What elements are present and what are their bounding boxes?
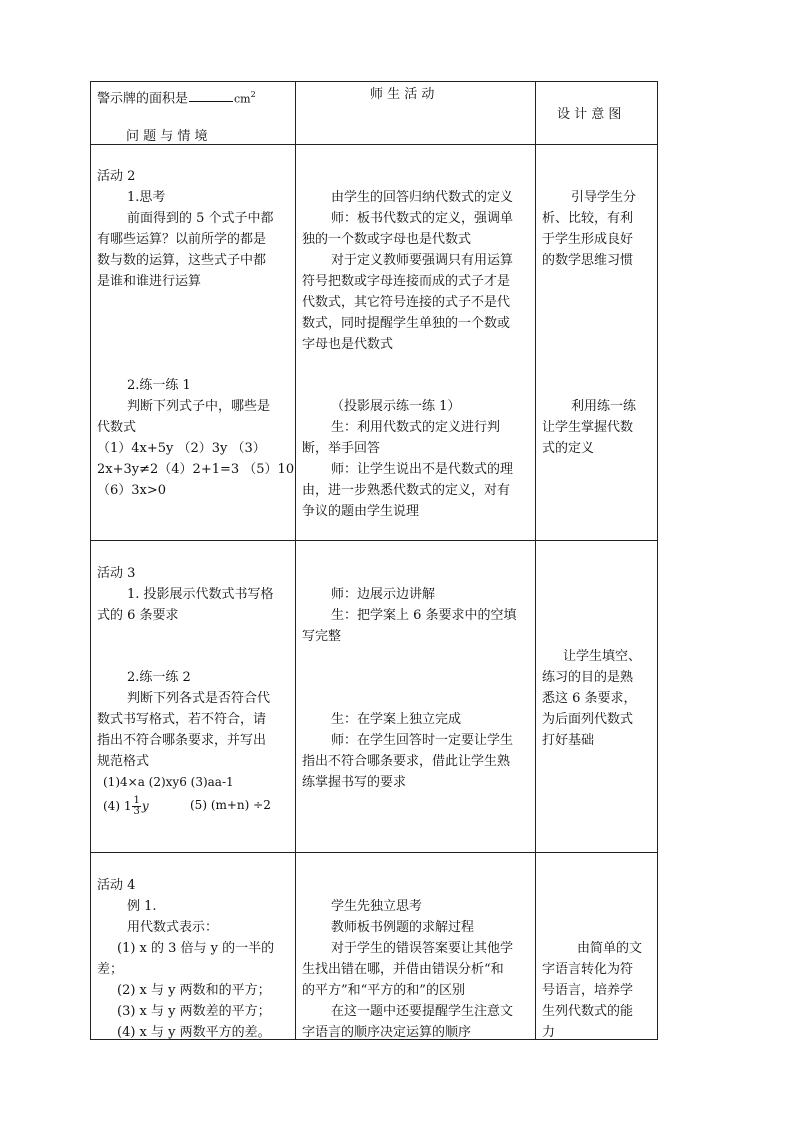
- activity2-mid-line: 师：板书代数式的定义，强调单: [331, 211, 514, 226]
- activity3-sub1-line: 1. 投影展示代数式书写格: [127, 587, 274, 602]
- activity2-sub2-line: 判断下列式子中，哪些是: [127, 399, 271, 414]
- activity2-sub2-title: 2.练一练 1: [127, 378, 191, 393]
- fraction-denominator: 3: [133, 806, 140, 817]
- activity2-mid-line: 符号把数或字母连接而成的式子才是: [302, 274, 511, 289]
- activity3-mid-line: 练掌握书写的要求: [302, 775, 407, 790]
- activity2-mid-line: 师：让学生说出不是代数式的理: [331, 462, 514, 477]
- column-divider-1: [295, 81, 296, 1040]
- activity4-right-line: 号语言，培养学: [542, 983, 634, 998]
- activity2-right-line: 引导学生分: [571, 190, 637, 205]
- col3-header: 设 计 意 图: [557, 107, 622, 122]
- activity4-right-line: 力: [542, 1025, 556, 1040]
- activity4-mid-line: 在这一题中还要提醒学生注意文: [331, 1004, 514, 1019]
- row-divider-3: [90, 852, 658, 853]
- activity4-line: (3) x 与 y 两数差的平方；: [117, 1004, 271, 1019]
- activity3-mid-line: 师：在学生回答时一定要让学生: [331, 733, 514, 748]
- activity4-example: 例 1.: [127, 899, 157, 914]
- activity2-mid-line: （投影展示练一练 1）: [331, 399, 461, 414]
- activity3-mid-line: 指出不符合哪条要求，借此让学生熟: [302, 754, 511, 769]
- activity4-mid-line: 生找出错在哪，并借由错误分析“和: [302, 962, 504, 977]
- item4-label: (4) 1: [103, 799, 132, 813]
- activity2-sub2-line: 2x+3y≠2（4）2+1=3 （5）10: [97, 462, 295, 477]
- col1-header: 问 题 与 情 境: [126, 129, 208, 144]
- table-border-right: [657, 81, 658, 1040]
- area-unit-sup: 2: [250, 90, 256, 99]
- activity3-right-line: 让学生填空、: [563, 649, 642, 664]
- activity2-sub1-line: 有哪些运算？以前所学的都是: [97, 232, 267, 247]
- activity3-title: 活动 3: [97, 566, 136, 581]
- activity2-mid-line: 由学生的回答归纳代数式的定义: [331, 190, 514, 205]
- activity2-right-line: 利用练一练: [571, 399, 637, 414]
- col2-header: 师 生 活 动: [370, 87, 435, 102]
- activity3-mid-line: 师：边展示边讲解: [331, 587, 436, 602]
- activity2-right-line: 让学生掌握代数: [542, 420, 634, 435]
- activity4-mid-line: 对于学生的错误答案要让其他学: [331, 941, 514, 956]
- activity4-line: (4) x 与 y 两数平方的差。: [117, 1025, 271, 1040]
- table-border-left: [90, 81, 91, 1040]
- activity3-sub2-line: 数式书写格式，若不符合，请: [97, 712, 267, 727]
- activity2-mid-line: 争议的题由学生说理: [302, 504, 420, 519]
- activity3-sub2-line: (1)4×a (2)xy6 (3)aa-1: [103, 775, 234, 789]
- activity4-line: 用代数式表示：: [127, 920, 219, 935]
- activity2-sub2-line: 代数式: [97, 420, 137, 435]
- activity2-right-line: 的数学思维习惯: [542, 253, 634, 268]
- header-area-line: [97, 84, 256, 109]
- activity2-mid-line: 字母也是代数式: [302, 337, 394, 352]
- activity3-right-line: 为后面列代数式: [542, 712, 634, 727]
- activity4-line: 差；: [97, 962, 124, 977]
- activity3-mid-line: 生：把学案上 6 条要求中的空填: [331, 608, 517, 623]
- activity3-sub2-line: 判断下列各式是否符合代: [127, 691, 271, 706]
- activity2-mid-line: 断，举手回答: [302, 441, 381, 456]
- activity4-mid-line: 字语言的顺序决定运算的顺序: [302, 1025, 472, 1040]
- activity2-sub1-title: 1.思考: [127, 190, 166, 205]
- area-unit: cm: [234, 92, 251, 106]
- fraction-numerator: 1: [133, 795, 140, 806]
- activity4-mid-line: 学生先独立思考: [331, 899, 423, 914]
- activity2-right-line: 析、比较，有利: [542, 211, 634, 226]
- activity4-mid-line: 教师板书例题的求解过程: [331, 920, 475, 935]
- activity3-fraction-line: [103, 794, 149, 818]
- activity3-sub1-line: 式的 6 条要求: [97, 608, 179, 623]
- fraction-variable: y: [141, 799, 149, 813]
- activity2-mid-line: 数式，同时提醒学生单独的一个数或: [302, 316, 511, 331]
- activity3-mid-line: 写完整: [302, 629, 342, 644]
- activity2-mid-line: 独的一个数或字母也是代数式: [302, 232, 472, 247]
- activity2-sub1-line: 前面得到的 5 个式子中都: [127, 211, 274, 226]
- activity2-mid-line: 对于定义教师要强调只有用运算: [331, 253, 514, 268]
- activity2-right-line: 式的定义: [542, 441, 595, 456]
- activity4-right-line: 由简单的文: [577, 941, 643, 956]
- activity2-sub1-line: 是谁和谁进行运算: [97, 274, 202, 289]
- area-prefix: 警示牌的面积是: [97, 91, 189, 107]
- activity3-item5: (5) (m+n) ÷2: [190, 798, 271, 812]
- activity2-mid-line: 由，进一步熟悉代数式的定义，对有: [302, 483, 511, 498]
- activity3-mid-line: 生：在学案上独立完成: [331, 712, 462, 727]
- activity3-sub2-title: 2.练一练 2: [127, 670, 191, 685]
- row-divider-2: [90, 540, 658, 541]
- activity2-right-line: 于学生形成良好: [542, 232, 634, 247]
- activity2-title: 活动 2: [97, 169, 136, 184]
- activity4-title: 活动 4: [97, 878, 136, 893]
- activity3-right-line: 练习的目的是熟: [542, 670, 634, 685]
- activity4-right-line: 字语言转化为符: [542, 962, 634, 977]
- activity2-sub2-line: （6）3x>0: [97, 483, 167, 498]
- column-divider-2: [535, 81, 536, 1040]
- table-border-top: [90, 81, 658, 82]
- activity3-sub2-line: 规范格式: [97, 754, 150, 769]
- fraction: [132, 796, 140, 817]
- activity2-mid-line: 生：利用代数式的定义进行判: [331, 420, 501, 435]
- answer-blank: [189, 90, 233, 102]
- activity2-mid-line: 代数式，其它符号连接的式子不是代: [302, 295, 511, 310]
- activity3-right-line: 打好基础: [542, 733, 595, 748]
- activity3-right-line: 悉这 6 条要求，: [542, 691, 637, 706]
- activity3-sub2-line: 指出不符合哪条要求，并写出: [97, 733, 267, 748]
- activity2-sub2-line: （1）4x+5y （2）3y （3）: [97, 441, 266, 456]
- activity4-mid-line: 的平方”和“平方的和”的区别: [302, 983, 465, 998]
- activity4-line: (2) x 与 y 两数和的平方；: [117, 983, 271, 998]
- activity4-line: (1) x 的 3 倍与 y 的一半的: [117, 941, 275, 956]
- activity4-right-line: 生列代数式的能: [542, 1004, 634, 1019]
- activity2-sub1-line: 数与数的运算，这些式子中都: [97, 253, 267, 268]
